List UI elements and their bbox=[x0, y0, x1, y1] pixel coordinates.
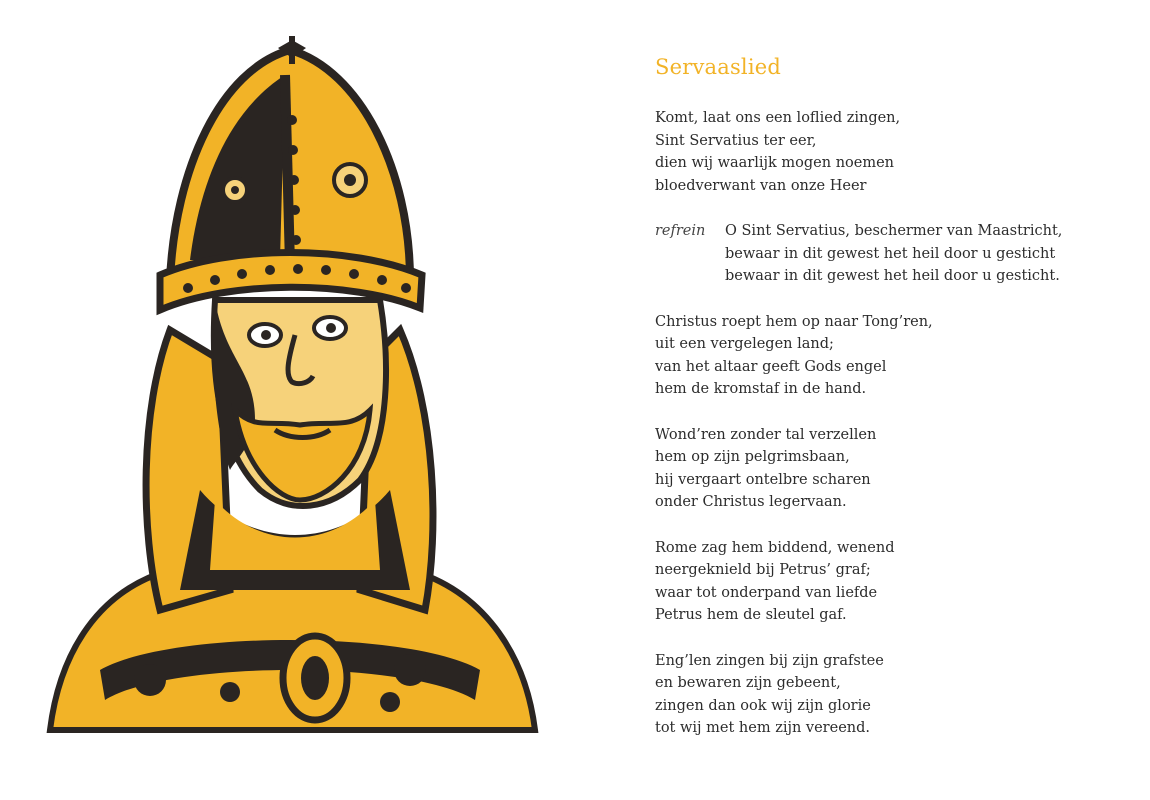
verse-line: waar tot onderpand van liefde bbox=[655, 584, 878, 601]
verse-line: zingen dan ook wij zijn glorie bbox=[655, 697, 871, 714]
verse-line: Petrus hem de sleutel gaf. bbox=[655, 607, 847, 623]
poem-text bbox=[655, 55, 1125, 763]
verse-line: Sint Servatius ter eer, bbox=[655, 132, 817, 149]
bust-of-saint-servatius-illustration bbox=[30, 30, 550, 760]
verse-line: hij vergaart ontelbre scharen bbox=[655, 471, 871, 488]
verse-line: Rome zag hem biddend, wenend bbox=[655, 539, 895, 556]
bust-illustration-svg bbox=[30, 30, 550, 760]
verse-line: en bewaren zijn gebeent, bbox=[655, 675, 841, 691]
verse-line: hem de kromstaf in de hand. bbox=[655, 381, 867, 397]
verse-line: van het altaar geeft Gods engel bbox=[655, 358, 887, 375]
stanza-3 bbox=[655, 424, 1125, 514]
verse-line: dien wij waarlijk mogen noemen bbox=[655, 155, 895, 171]
verse-line: Komt, laat ons een loflied zingen, bbox=[655, 110, 901, 126]
verse-line: hem op zijn pelgrimsbaan, bbox=[655, 449, 850, 465]
refrain-line: bewaar in dit gewest het heil door u gesticht. bbox=[725, 268, 1060, 284]
refrain-line: bewaar in dit gewest het heil door u gesticht bbox=[725, 245, 1056, 262]
verse-line: uit een vergelegen land; bbox=[655, 336, 834, 352]
stanza-1 bbox=[655, 107, 1125, 197]
stanza-4 bbox=[655, 537, 1125, 627]
stanza-5 bbox=[655, 650, 1125, 740]
verse-line: Christus roept hem op naar Tong’ren, bbox=[655, 313, 933, 330]
verse-line: bloedverwant van onze Heer bbox=[655, 177, 867, 194]
verse-line: Wond’ren zonder tal verzellen bbox=[655, 426, 877, 443]
verse-line: Eng’len zingen bij zijn grafstee bbox=[655, 652, 884, 669]
verse-line: neergeknield bij Petrus’ graf; bbox=[655, 562, 871, 578]
refrain bbox=[655, 220, 1125, 288]
refrain-line: O Sint Servatius, beschermer van Maastricht, bbox=[725, 223, 1063, 239]
poem-title: Servaaslied bbox=[655, 55, 782, 79]
verse-line: tot wij met hem zijn vereend. bbox=[655, 720, 871, 736]
stanza-2 bbox=[655, 311, 1125, 401]
verse-line: onder Christus legervaan. bbox=[655, 494, 847, 510]
refrain-lines bbox=[725, 220, 1125, 288]
refrain-label: refrein bbox=[655, 223, 706, 239]
